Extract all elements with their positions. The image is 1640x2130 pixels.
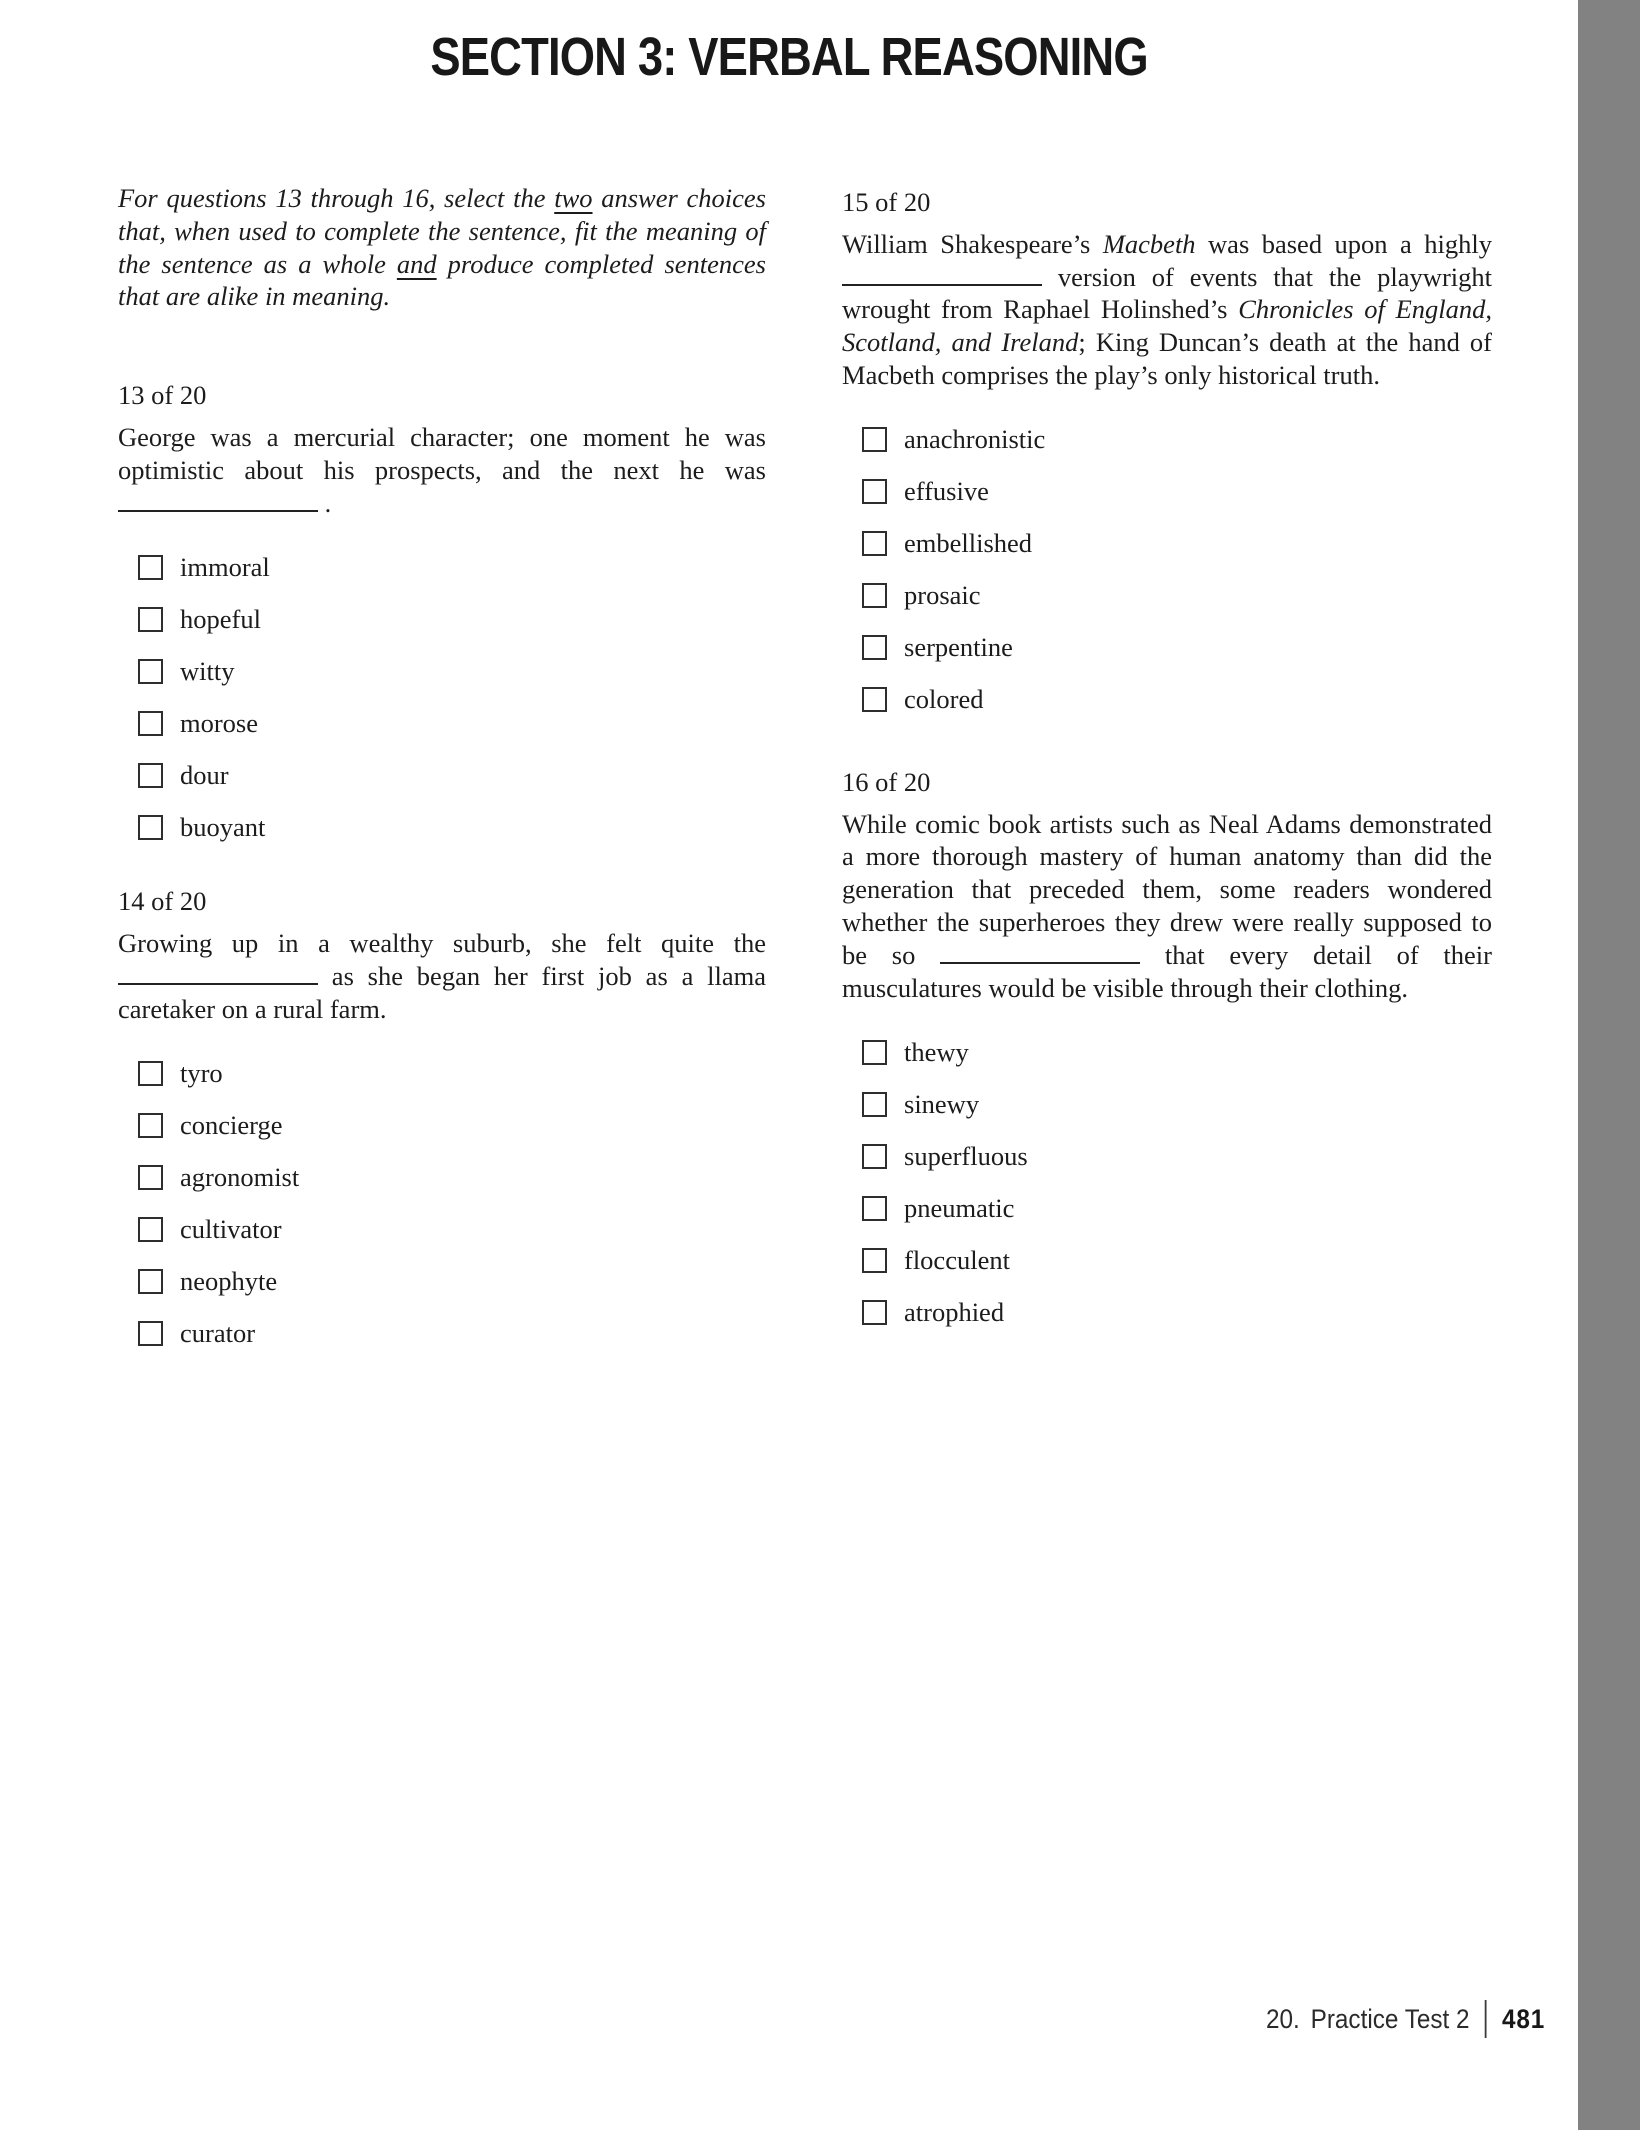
answer-option[interactable] [842, 1130, 1492, 1182]
answer-option[interactable] [118, 1100, 766, 1152]
italic-text: Chronicles of England, Scotland, and Ireland [842, 294, 1492, 358]
page-footer [1266, 2000, 1545, 2038]
underlined-text: two [554, 183, 593, 213]
option-label: agronomist [180, 1162, 300, 1193]
option-label: dour [180, 759, 229, 790]
answer-option[interactable] [842, 518, 1492, 570]
answer-blank [842, 279, 1042, 286]
question-number: 13 of 20 [118, 380, 207, 411]
option-label: neophyte [180, 1266, 278, 1297]
answer-option[interactable] [842, 1182, 1492, 1234]
checkbox-icon[interactable] [862, 1144, 887, 1169]
answer-option[interactable] [118, 1152, 766, 1204]
answer-options [118, 1048, 766, 1360]
answer-option[interactable] [118, 1256, 766, 1308]
question-number: 14 of 20 [118, 886, 207, 917]
option-label: thewy [904, 1036, 969, 1067]
checkbox-icon[interactable] [862, 635, 887, 660]
option-label: serpentine [904, 632, 1013, 663]
checkbox-icon[interactable] [138, 1217, 163, 1242]
page-number: 481 [1501, 2003, 1545, 2034]
answer-option[interactable] [118, 593, 766, 645]
answer-blank [940, 957, 1140, 964]
checkbox-icon[interactable] [862, 583, 887, 608]
checkbox-icon[interactable] [862, 687, 887, 712]
checkbox-icon[interactable] [138, 607, 163, 632]
text-segment: that every detail of their musculatures would be visible through their clothing. [842, 939, 1492, 1003]
checkbox-icon[interactable] [862, 1040, 887, 1065]
option-label: buoyant [180, 811, 266, 842]
checkbox-icon[interactable] [138, 1061, 163, 1086]
option-label: cultivator [180, 1214, 282, 1245]
text-segment: While comic book artists such as Neal Adams demonstrated a more thorough mastery of human anatomy than did the generation that preceded them, some readers wondered whether the superheroes they drew were really supposed to be so [842, 808, 1492, 970]
answer-option[interactable] [118, 801, 766, 853]
option-label: sinewy [904, 1088, 980, 1119]
question-15 [842, 186, 1492, 726]
checkbox-icon[interactable] [138, 1113, 163, 1138]
text-segment: William Shakespeare’s [842, 228, 1103, 259]
answer-blank [118, 505, 318, 512]
answer-option[interactable] [118, 749, 766, 801]
underlined-text: and [396, 248, 437, 279]
option-label: immoral [180, 551, 270, 582]
option-label: anachronistic [904, 424, 1046, 455]
chapter-title: Practice Test 2 [1310, 2003, 1470, 2034]
answer-option[interactable] [842, 1026, 1492, 1078]
answer-option[interactable] [842, 1286, 1492, 1338]
text-segment: version of events that the playwright wrought from Raphael Holinshed’s [842, 261, 1492, 325]
answer-option[interactable] [842, 414, 1492, 466]
answer-option[interactable] [118, 645, 766, 697]
section-title: SECTION 3: VERBAL REASONING [430, 27, 1148, 87]
question-prompt [842, 808, 1492, 1005]
question-number: 15 of 20 [842, 187, 931, 217]
checkbox-icon[interactable] [138, 815, 163, 840]
question-prompt [842, 228, 1492, 392]
checkbox-icon[interactable] [862, 427, 887, 452]
right-column [842, 186, 1492, 1338]
option-label: pneumatic [904, 1192, 1015, 1223]
answer-option[interactable] [842, 1078, 1492, 1130]
answer-options [842, 414, 1492, 726]
checkbox-icon[interactable] [862, 1092, 887, 1117]
question-number: 16 of 20 [842, 766, 931, 797]
answer-option[interactable] [118, 1308, 766, 1360]
question-prompt [118, 927, 766, 1025]
answer-option[interactable] [118, 541, 766, 593]
answer-option[interactable] [842, 674, 1492, 726]
answer-option[interactable] [118, 1204, 766, 1256]
answer-blank [118, 978, 318, 985]
text-segment: as she began her first job as a llama caretaker on a rural farm. [118, 960, 766, 1024]
checkbox-icon[interactable] [138, 1269, 163, 1294]
checkbox-icon[interactable] [138, 1321, 163, 1346]
text-segment: ; King Duncan’s death at the hand of Macbeth comprises the play’s only historical truth. [842, 327, 1493, 390]
text-segment: Growing up in a wealthy suburb, she felt quite the [118, 928, 766, 959]
checkbox-icon[interactable] [138, 711, 163, 736]
answer-options [118, 541, 766, 853]
checkbox-icon[interactable] [862, 1248, 887, 1273]
checkbox-icon[interactable] [138, 659, 163, 684]
text-segment: For questions 13 through 16, select the [118, 183, 555, 213]
option-label: hopeful [180, 603, 261, 634]
option-label: superfluous [904, 1140, 1028, 1171]
option-label: effusive [904, 476, 989, 507]
option-label: tyro [180, 1058, 223, 1089]
option-label: curator [180, 1318, 256, 1349]
answer-option[interactable] [118, 697, 766, 749]
option-label: concierge [180, 1110, 283, 1141]
option-label: morose [180, 707, 259, 738]
answer-option[interactable] [842, 1234, 1492, 1286]
option-label: prosaic [904, 580, 981, 611]
left-column [118, 182, 766, 1360]
option-label: flocculent [904, 1244, 1010, 1275]
checkbox-icon[interactable] [138, 763, 163, 788]
answer-option[interactable] [842, 570, 1492, 622]
checkbox-icon[interactable] [138, 1165, 163, 1190]
text-segment: . [318, 487, 332, 518]
checkbox-icon[interactable] [862, 1196, 887, 1221]
checkbox-icon[interactable] [138, 555, 163, 580]
checkbox-icon[interactable] [862, 1300, 887, 1325]
section-title-wrap [0, 26, 1578, 88]
answer-option[interactable] [842, 622, 1492, 674]
checkbox-icon[interactable] [862, 479, 887, 504]
italic-text: Macbeth [1102, 228, 1196, 259]
answer-option[interactable] [842, 466, 1492, 518]
text-segment: produce completed sentences that are alike in meaning. [118, 248, 766, 312]
question-16 [842, 766, 1492, 1339]
option-label: embellished [904, 528, 1033, 559]
question-13 [118, 379, 766, 853]
answer-options [842, 1026, 1492, 1338]
option-label: witty [180, 655, 235, 686]
chapter-number: 20. [1265, 2003, 1300, 2034]
answer-option[interactable] [118, 1048, 766, 1100]
text-segment: answer choices that, when used to complete the sentence, fit the meaning of the sentence as a whole [118, 183, 766, 279]
option-label: colored [904, 684, 984, 715]
text-segment: George was a mercurial character; one moment he was optimistic about his prospects, and the next he was [118, 421, 766, 485]
instructions-text [118, 182, 766, 313]
question-prompt [118, 421, 766, 519]
checkbox-icon[interactable] [862, 531, 887, 556]
question-14 [118, 885, 766, 1359]
page-edge-bar [1578, 0, 1640, 2130]
option-label: atrophied [904, 1296, 1005, 1327]
footer-divider [1485, 2000, 1487, 2038]
text-segment: was based upon a highly [1195, 228, 1492, 259]
